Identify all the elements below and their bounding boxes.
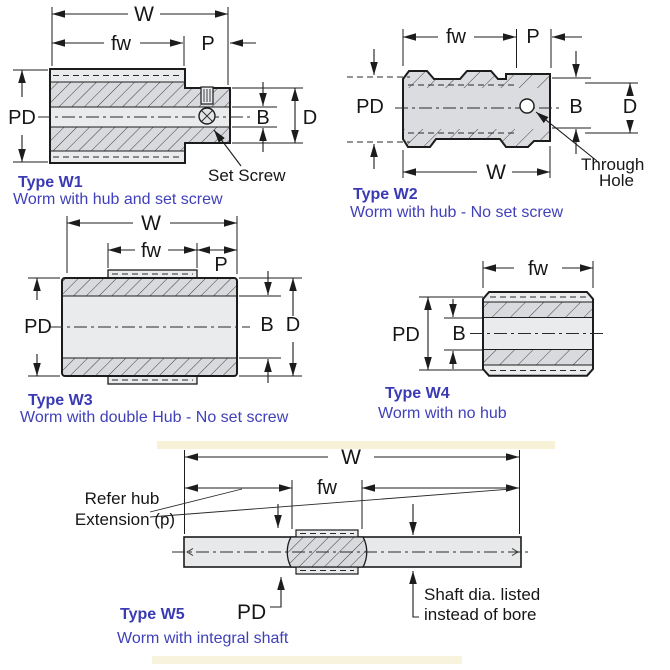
w4-dim-fw-label: fw	[528, 258, 548, 280]
w1-set-screw-callout: Set Screw	[208, 166, 286, 185]
diagram-type-w1	[8, 3, 317, 208]
w2-dim-b-label: B	[569, 96, 583, 118]
w1-part-body	[38, 69, 252, 163]
w2-part-body	[395, 70, 562, 148]
w4-dim-b-label: B	[452, 323, 466, 345]
w3-dim-w-label: W	[141, 212, 161, 235]
w3-dim-fw-label: fw	[141, 240, 161, 262]
w3-dim-p-label: P	[214, 254, 228, 276]
w1-dim-d-label: D	[302, 107, 318, 129]
w5-dim-w-label: W	[341, 446, 361, 469]
w4-part-body	[470, 292, 606, 376]
w2-dim-d-label: D	[622, 96, 638, 118]
w1-dim-p-label: P	[201, 33, 215, 55]
w5-dim-fw-label: fw	[317, 477, 337, 499]
w3-dim-b-label: B	[260, 314, 274, 336]
diagram-type-w3	[20, 212, 302, 426]
w5-part-body	[172, 530, 532, 574]
diagram-type-w2	[347, 26, 644, 221]
w3-dim-d-label: D	[285, 314, 301, 336]
w5-title: Type W5	[120, 606, 185, 623]
w2-dim-p-label: P	[526, 26, 540, 48]
w3-dim-pd-label: PD	[24, 316, 52, 338]
w1-dim-pd-label: PD	[8, 107, 36, 129]
w2-dim-fw-label: fw	[446, 26, 466, 48]
w2-title: Type W2	[353, 186, 418, 203]
w4-subtitle: Worm with no hub	[378, 405, 507, 422]
w2-subtitle: Worm with hub - No set screw	[350, 204, 564, 221]
w5-subtitle: Worm with integral shaft	[117, 630, 289, 647]
w5-shaft-callout-2: instead of bore	[424, 605, 537, 624]
w4-dim-pd-label: PD	[392, 324, 420, 346]
w5-dim-pd-label: PD	[237, 601, 267, 624]
w5-refer-callout-1: Refer hub	[84, 489, 160, 508]
w1-subtitle: Worm with hub and set screw	[13, 191, 223, 208]
w1-dim-w-label: W	[134, 3, 154, 26]
w1-dim-fw-label: fw	[111, 33, 131, 55]
w5-refer-callout-2: Extension (p)	[74, 510, 176, 529]
w4-title: Type W4	[385, 385, 450, 402]
w2-through-hole	[520, 99, 534, 113]
w5-pd-leader	[270, 577, 281, 607]
w3-subtitle: Worm with double Hub - No set screw	[20, 409, 289, 426]
scan-artifact-bottom	[152, 656, 462, 664]
w3-part-body	[50, 270, 250, 384]
w2-through-hole-callout-1: Through	[581, 155, 645, 174]
w3-title: Type W3	[28, 392, 93, 409]
diagram-type-w4	[378, 258, 606, 422]
w1-dim-b-label: B	[256, 107, 270, 129]
w1-title: Type W1	[18, 174, 83, 191]
w5-shaft-leader	[413, 571, 419, 617]
w5-shaft-callout-1: Shaft dia. listed	[424, 585, 541, 604]
w2-dim-pd-label: PD	[356, 96, 384, 118]
w2-through-hole-callout-2: Hole	[599, 171, 634, 190]
diagram-type-w5	[75, 446, 540, 647]
w2-dim-w-label: W	[486, 161, 506, 184]
